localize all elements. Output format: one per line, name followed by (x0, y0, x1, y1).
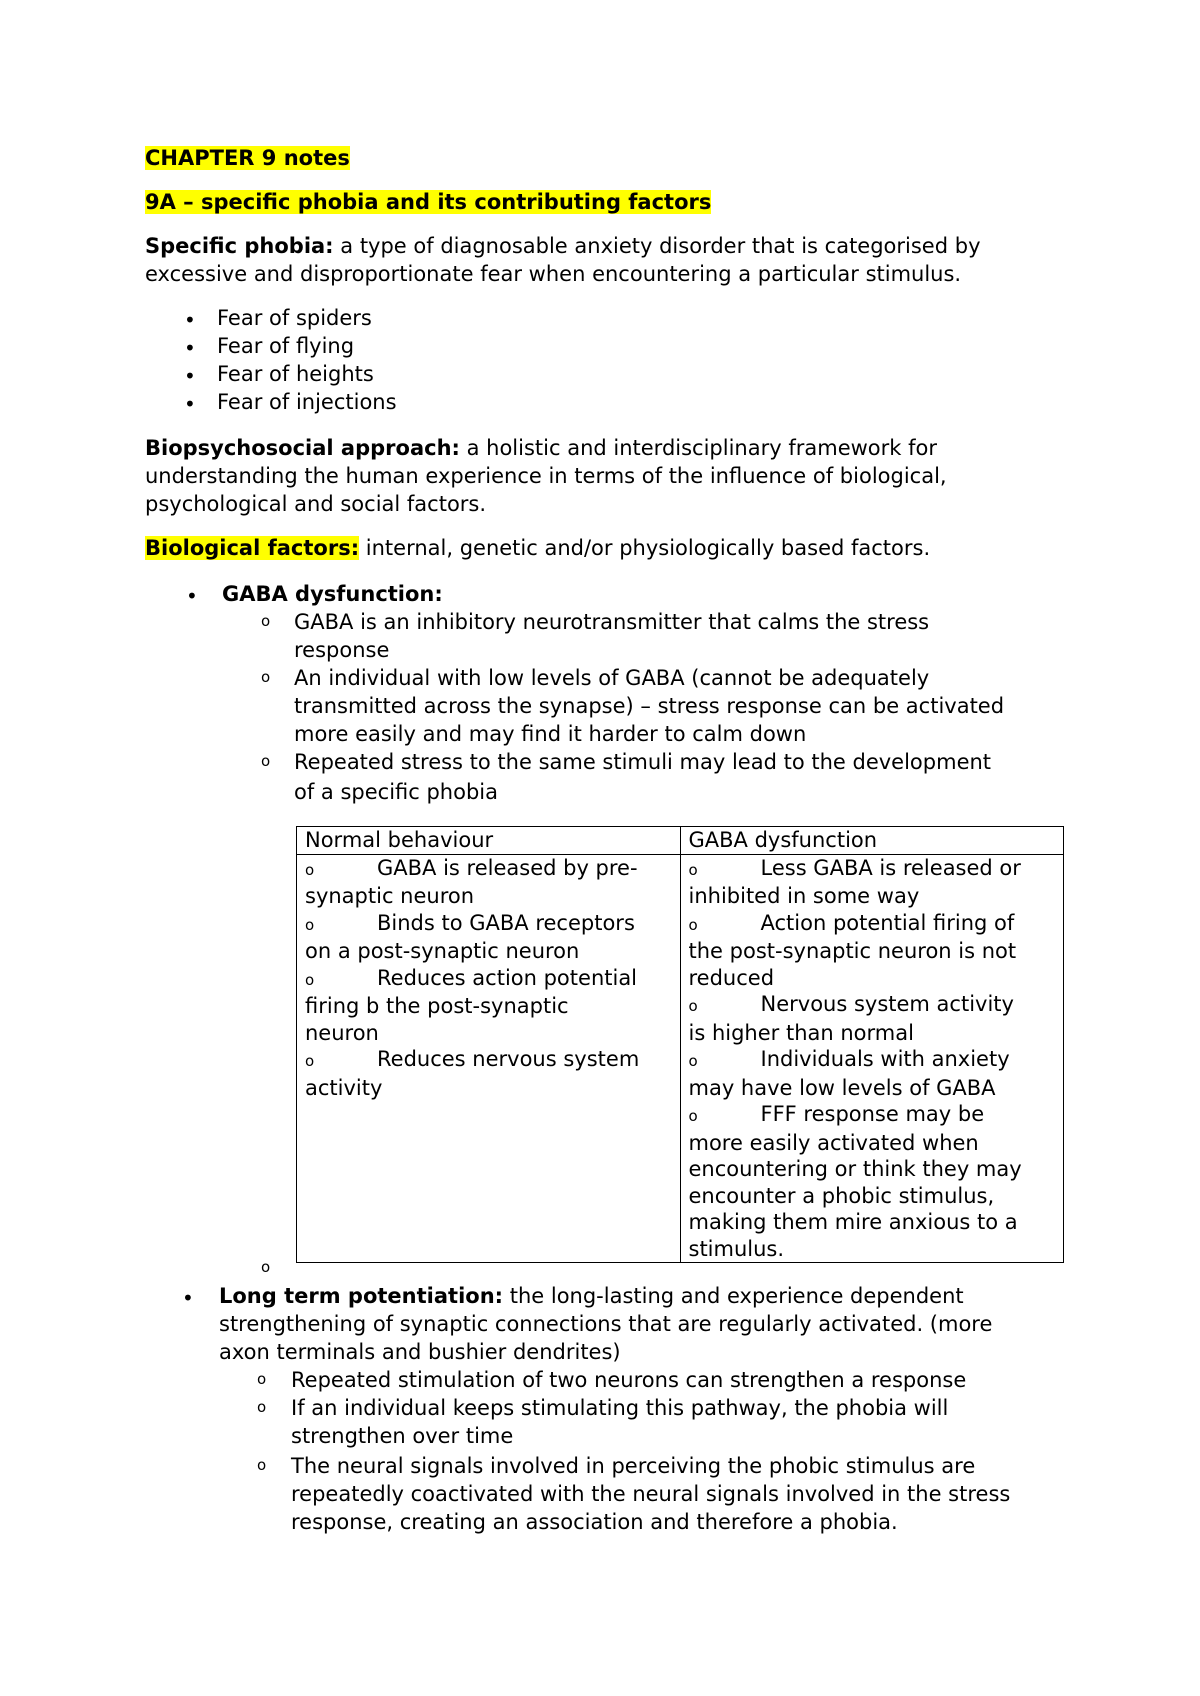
cell-text: Reduces nervous system (377, 1047, 640, 1071)
normal-behaviour-item-cont (305, 993, 672, 1020)
bullet-o: o (261, 668, 271, 686)
list-item: Fear of injections (217, 390, 397, 414)
ltp-point: Repeated stimulation of two neurons can strengthen a response (291, 1368, 967, 1392)
cell-text: encounter a phobic stimulus, (688, 1183, 995, 1208)
gaba-point: An individual with low levels of GABA (cannot be adequately (294, 666, 930, 690)
gaba-point-cont: more easily and may find it harder to calm down (294, 722, 807, 746)
gaba-dysfunction-item-cont (689, 1236, 1056, 1263)
cell-text: more easily activated when (688, 1130, 979, 1155)
bullet-o: o (305, 1052, 315, 1070)
list-item: Fear of heights (217, 362, 374, 386)
table-cell-gaba (680, 854, 1064, 1263)
gaba-dysfunction-item (689, 991, 1056, 1020)
gaba-point-cont: response (294, 638, 390, 662)
biopsychosocial-definition-cont: understanding the human experience in terms of the influence of biological, (145, 464, 947, 488)
gaba-dysfunction-item-cont (689, 1020, 1056, 1047)
bullet-o: o (688, 1107, 698, 1125)
bullet-o: o (688, 860, 698, 879)
gaba-dysfunction-item-cont (689, 1130, 1056, 1157)
cell-text: the post-synaptic neuron is not (688, 939, 1017, 963)
cell-text: may have low levels of GABA (688, 1075, 996, 1100)
bullet-dot: • (184, 308, 196, 332)
cell-text: FFF response may be (760, 1102, 985, 1126)
gaba-point-cont: transmitted across the synapse) – stress response can be activated (294, 694, 1005, 718)
gaba-dysfunction-item-cont (689, 965, 1056, 992)
bullet-dot: • (184, 364, 196, 388)
normal-behaviour-item (305, 965, 672, 994)
bullet-o: o (305, 915, 315, 934)
bullet-o: o (261, 612, 271, 630)
gaba-dysfunction-item-cont (689, 938, 1056, 965)
cell-text: Nervous system activity (760, 992, 1014, 1016)
cell-text: firing b the post-synaptic (305, 994, 569, 1018)
biological-factors-definition: Biological factors: internal, genetic and/or physiologically based factors. (145, 536, 931, 560)
list-item: Fear of spiders (217, 306, 372, 330)
cell-text: inhibited in some way (688, 884, 920, 908)
bullet-o: o (688, 915, 698, 934)
normal-behaviour-item-cont (305, 1075, 672, 1102)
bullet-o: o (257, 1370, 267, 1388)
specific-phobia-definition-cont: excessive and disproportionate fear when encountering a particular stimulus. (145, 262, 962, 286)
ltp-point-cont: repeatedly coactivated with the neural signals involved in the stress (291, 1482, 1011, 1506)
cell-text: reduced (688, 965, 775, 990)
cell-text: Less GABA is released or (760, 855, 1021, 880)
gaba-dysfunction-item (689, 910, 1056, 939)
bullet-o: o (261, 752, 271, 770)
ltp-definition: Long term potentiation: the long-lasting and experience dependent (219, 1284, 964, 1308)
normal-behaviour-item-cont (305, 938, 672, 965)
bullet-o: o (688, 997, 698, 1015)
table-cell-normal (297, 854, 681, 1263)
bullet-o: o (257, 1398, 267, 1416)
cell-text: neuron (305, 1020, 379, 1045)
cell-text: GABA is released by pre- (377, 855, 638, 880)
gaba-dysfunction-item-cont (689, 1209, 1056, 1236)
cell-text: stimulus. (688, 1236, 785, 1261)
bullet-o: o (688, 1052, 698, 1070)
gaba-dysfunction-item-cont (689, 883, 1056, 910)
normal-behaviour-item (305, 910, 672, 939)
bullet-dot: • (184, 392, 196, 416)
gaba-dysfunction-item-cont (689, 1156, 1056, 1183)
gaba-point-cont: of a specific phobia (294, 780, 499, 804)
normal-behaviour-item-cont (305, 883, 672, 910)
ltp-point: The neural signals involved in perceiving the phobic stimulus are (291, 1454, 976, 1478)
cell-text: Individuals with anxiety (760, 1047, 1010, 1071)
normal-behaviour-item (305, 855, 672, 884)
bullet-dot: • (184, 336, 196, 360)
cell-text: on a post-synaptic neuron (305, 939, 580, 963)
normal-behaviour-item-cont (305, 1020, 672, 1047)
cell-text: is higher than normal (688, 1020, 914, 1045)
bullet-dot: • (186, 584, 198, 608)
biopsychosocial-definition-cont: psychological and social factors. (145, 492, 487, 516)
cell-text: Reduces action potential (377, 965, 638, 990)
chapter-title: CHAPTER 9 notes (145, 146, 350, 170)
normal-behaviour-item (305, 1046, 672, 1075)
list-item: Fear of flying (217, 334, 355, 358)
table-header-gaba: GABA dysfunction (680, 827, 1064, 855)
bullet-o: o (305, 970, 315, 989)
ltp-point: If an individual keeps stimulating this pathway, the phobia will (291, 1396, 949, 1420)
bullet-dot: • (182, 1286, 194, 1310)
gaba-dysfunction-item (689, 855, 1056, 884)
ltp-definition-cont: strengthening of synaptic connections that are regularly activated. (more (219, 1312, 993, 1336)
gaba-point: GABA is an inhibitory neurotransmitter that calms the stress (294, 610, 930, 634)
section-title: 9A – specific phobia and its contributing factors (145, 190, 712, 214)
cell-text: making them mire anxious to a (688, 1210, 1018, 1234)
gaba-dysfunction-item-cont (689, 1183, 1056, 1210)
biopsychosocial-definition: Biopsychosocial approach: a holistic and interdisciplinary framework for (145, 436, 937, 460)
table-row (297, 854, 1064, 1263)
table-header-row (297, 827, 1064, 855)
cell-text: encountering or think they may (688, 1157, 1022, 1181)
ltp-definition-cont: axon terminals and bushier dendrites) (219, 1340, 621, 1364)
ltp-point-cont: response, creating an association and therefore a phobia. (291, 1510, 898, 1534)
bullet-o: o (305, 860, 315, 879)
gaba-comparison-table (296, 826, 1064, 1263)
cell-text: synaptic neuron (305, 884, 475, 908)
cell-text: activity (305, 1075, 383, 1100)
gaba-dysfunction-item-cont (689, 1075, 1056, 1102)
gaba-point: Repeated stress to the same stimuli may lead to the development (294, 750, 992, 774)
cell-text: Action potential firing of (760, 910, 1015, 935)
gaba-dysfunction-item (689, 1101, 1056, 1130)
gaba-heading: GABA dysfunction: (222, 582, 443, 606)
specific-phobia-definition: Specific phobia: a type of diagnosable anxiety disorder that is categorised by (145, 234, 981, 258)
gaba-dysfunction-item (689, 1046, 1056, 1075)
table-header-normal: Normal behaviour (297, 827, 681, 855)
cell-text: Binds to GABA receptors (377, 910, 635, 935)
bullet-o: o (257, 1456, 267, 1474)
bullet-o: o (261, 1258, 271, 1276)
ltp-point-cont: strengthen over time (291, 1424, 514, 1448)
